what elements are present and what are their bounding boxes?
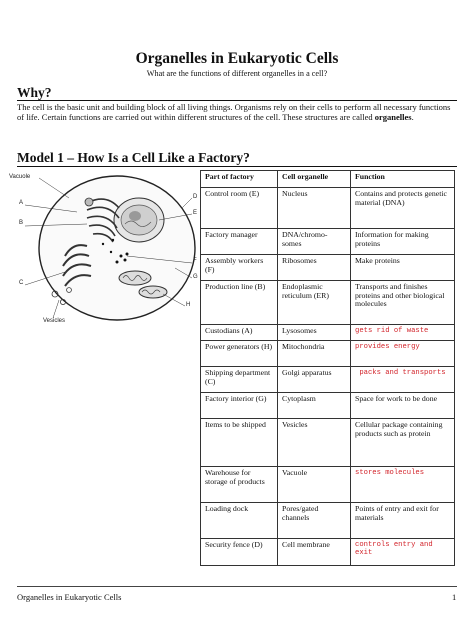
function-cell: Make proteins	[351, 255, 455, 281]
part-cell: Factory manager	[201, 229, 278, 255]
organelle-cell: Mitochondria	[278, 341, 351, 367]
section-divider	[17, 100, 457, 101]
table-row	[201, 419, 455, 467]
function-cell: Transports and finishes proteins and other biological molecules	[351, 281, 455, 325]
organelle-cell: Vacuole	[278, 467, 351, 503]
why-heading: Why?	[17, 85, 52, 100]
handwritten-function-cell: packs and transports	[351, 367, 455, 393]
function-cell: Points of entry and exit for materials	[351, 503, 455, 539]
part-cell: Factory interior (G)	[201, 393, 278, 419]
handwritten-function-cell: gets rid of waste	[351, 325, 455, 341]
model-heading: Model 1 – How Is a Cell Like a Factory?	[17, 150, 250, 165]
table-row	[201, 367, 455, 393]
part-cell: Assembly workers (F)	[201, 255, 278, 281]
function-cell: Cellular package containing products such as protein	[351, 419, 455, 467]
part-cell: Production line (B)	[201, 281, 278, 325]
handwritten-function-cell: controls entry and exit	[351, 539, 455, 566]
label-vesicles: Vesicles	[43, 318, 66, 324]
part-cell: Warehouse for storage of products	[201, 467, 278, 503]
function-cell: Information for making proteins	[351, 229, 455, 255]
organelle-cell: Pores/gated channels	[278, 503, 351, 539]
part-cell: Items to be shipped	[201, 419, 278, 467]
organelle-cell: Endoplasmic reticulum (ER)	[278, 281, 351, 325]
footer-title: Organelles in Eukaryotic Cells	[17, 592, 122, 602]
function-cell: Space for work to be done	[351, 393, 455, 419]
organelle-cell: Vesicles	[278, 419, 351, 467]
column-header: Cell organelle	[278, 171, 351, 188]
table-row	[201, 467, 455, 503]
label-b: B	[19, 220, 24, 226]
label-d: D	[193, 194, 198, 200]
column-header: Function	[351, 171, 455, 188]
label-h: H	[186, 302, 191, 308]
why-paragraph: The cell is the basic unit and building block of all living things. Organisms rely on their cells to perform all necessary functions of life. Certain functions are carried out within different structures of the cell. These structures are called organelles.	[17, 102, 451, 123]
column-header: Part of factory	[201, 171, 278, 188]
table-row	[201, 539, 455, 566]
label-g: G	[193, 274, 198, 280]
cell-illustration	[17, 168, 197, 338]
handwritten-function-cell: stores molecules	[351, 467, 455, 503]
table-row	[201, 281, 455, 325]
organelle-cell: DNA/chromo-somes	[278, 229, 351, 255]
table-header-row	[201, 171, 455, 188]
factory-table	[200, 170, 455, 566]
part-cell: Loading dock	[201, 503, 278, 539]
organelle-cell: Lysosomes	[278, 325, 351, 341]
table-row	[201, 188, 455, 229]
keyword-organelles: organelles	[374, 112, 412, 123]
handwritten-function-cell: provides energy	[351, 341, 455, 367]
page-number: 1	[452, 592, 457, 602]
label-vacuole: Vacuole	[9, 174, 31, 180]
part-cell: Control room (E)	[201, 188, 278, 229]
page-title: Organelles in Eukaryotic Cells	[135, 50, 339, 67]
organelle-cell: Cytoplasm	[278, 393, 351, 419]
part-cell: Custodians (A)	[201, 325, 278, 341]
page-subtitle: What are the functions of different organelles in a cell?	[146, 69, 328, 78]
label-e: E	[193, 210, 198, 216]
label-c: C	[19, 280, 24, 286]
organelle-cell: Nucleus	[278, 188, 351, 229]
table-row	[201, 393, 455, 419]
table-row	[201, 341, 455, 367]
label-f: F	[193, 258, 197, 264]
part-cell: Power generators (H)	[201, 341, 278, 367]
function-cell: Contains and protects genetic material (DNA)	[351, 188, 455, 229]
section-divider	[17, 166, 457, 167]
footer-divider	[17, 586, 457, 587]
table-row	[201, 325, 455, 341]
part-cell: Shipping department (C)	[201, 367, 278, 393]
table-row	[201, 255, 455, 281]
label-a: A	[19, 200, 24, 206]
part-cell: Security fence (D)	[201, 539, 278, 566]
table-row	[201, 229, 455, 255]
cell-diagram	[9, 168, 198, 338]
organelle-cell: Ribosomes	[278, 255, 351, 281]
table-row	[201, 503, 455, 539]
organelle-cell: Cell membrane	[278, 539, 351, 566]
organelle-cell: Golgi apparatus	[278, 367, 351, 393]
